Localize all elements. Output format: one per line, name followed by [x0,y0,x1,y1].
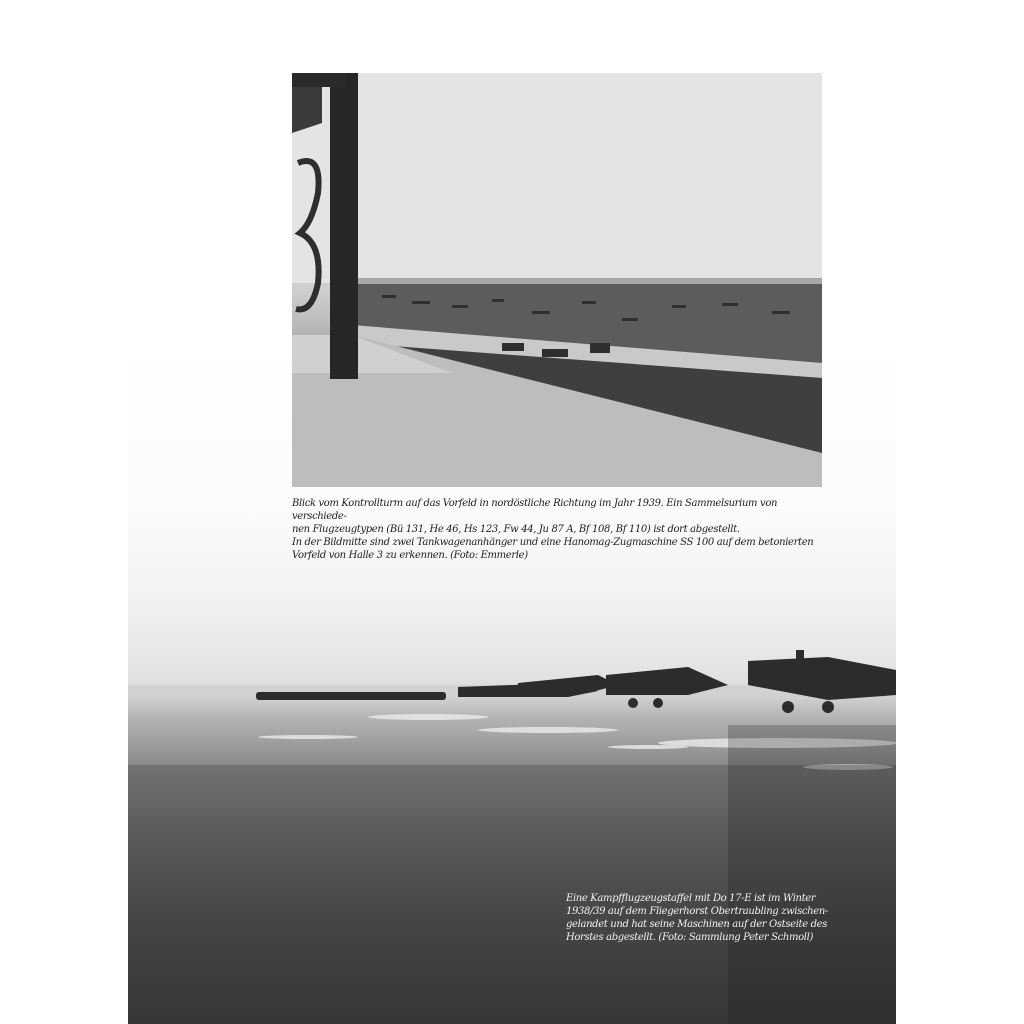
caption-bottom-line: Eine Kampfflugzeugstaffel mit Do 17-E ist im Winter [566,893,816,904]
caption-bottom-line: gelandet und hat seine Maschinen auf der Ostseite des [566,919,828,930]
caption-bottom-line: Horstes abgestellt. (Foto: Sammlung Peter Schmoll) [566,932,814,943]
caption-top-line: Blick vom Kontrollturm auf das Vorfeld in nordöstliche Richtung im Jahr 1939. Ein Sammelsurium von verschiede- [292,498,778,522]
caption-top-line: In der Bildmitte sind zwei Tankwagenanhänger und eine Hanomag-Zugmaschine SS 100 auf dem betonierten [292,537,814,548]
photo-apron-view-image [292,73,822,487]
caption-top-line: nen Flugzeugtypen (Bü 131, He 46, Hs 123, Fw 44, Ju 87 A, Bf 108, Bf 110) ist dort abgestellt. [292,524,740,535]
caption-bottom [566,892,828,944]
caption-top-line: Vorfeld von Halle 3 zu erkennen. (Foto: Emmerle) [292,550,528,561]
caption-top [292,497,832,562]
photo-apron-view [292,73,822,487]
caption-bottom-line: 1938/39 auf dem Fliegerhorst Obertraubling zwischen- [566,906,828,917]
